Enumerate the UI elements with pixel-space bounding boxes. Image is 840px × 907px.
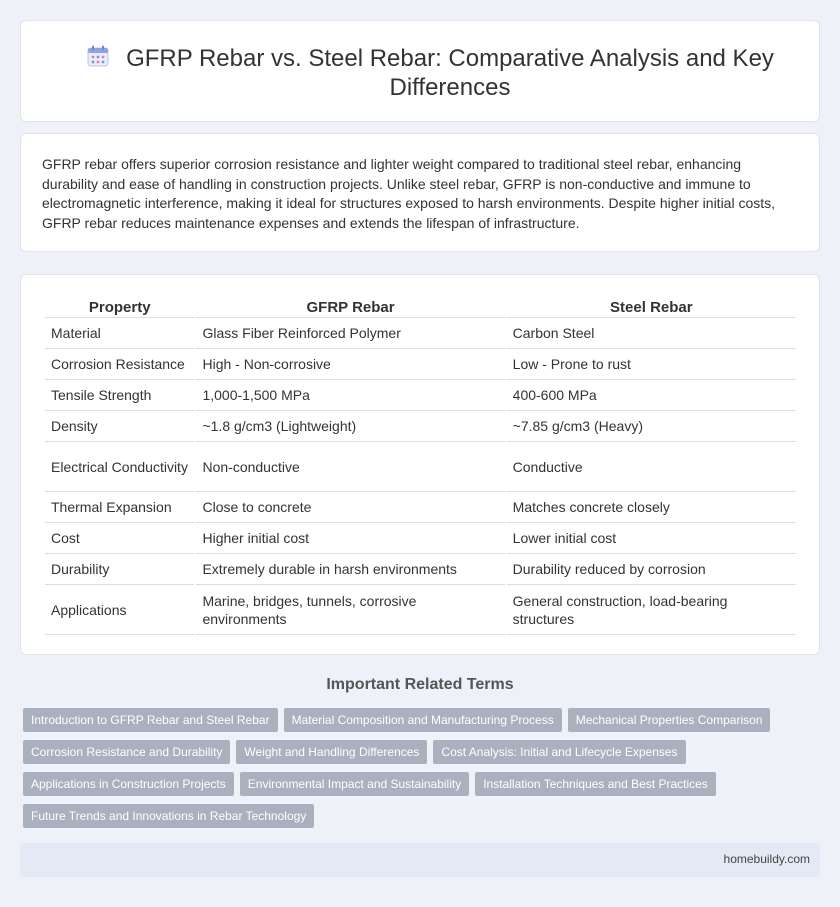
cell-steel: ~7.85 g/cm3 (Heavy) <box>507 411 796 442</box>
table-row <box>45 554 796 585</box>
related-term-tag[interactable]: Mechanical Properties Comparison <box>568 708 771 732</box>
title-card <box>20 20 820 122</box>
cell-property: Electrical Conductivity <box>45 442 194 492</box>
cell-gfrp: 1,000-1,500 MPa <box>196 380 504 411</box>
table-row <box>45 411 796 442</box>
cell-steel: Durability reduced by corrosion <box>507 554 796 585</box>
related-term-tag[interactable]: Cost Analysis: Initial and Lifecycle Expenses <box>433 740 685 764</box>
table-row <box>45 442 796 492</box>
intro-card <box>20 133 820 252</box>
cell-property: Density <box>45 411 194 442</box>
cell-gfrp: Higher initial cost <box>196 523 504 554</box>
cell-gfrp: Marine, bridges, tunnels, corrosive environments <box>196 585 504 635</box>
table-row <box>45 318 796 349</box>
column-header-gfrp: GFRP Rebar <box>196 294 504 318</box>
related-term-tag[interactable]: Environmental Impact and Sustainability <box>240 772 469 796</box>
cell-steel: Carbon Steel <box>507 318 796 349</box>
cell-gfrp: High - Non-corrosive <box>196 349 504 380</box>
footer <box>20 843 820 877</box>
related-term-tag[interactable]: Introduction to GFRP Rebar and Steel Rebar <box>23 708 278 732</box>
table-row <box>45 380 796 411</box>
table-row <box>45 349 796 380</box>
table-row <box>45 492 796 523</box>
table-row <box>45 523 796 554</box>
related-term-tag[interactable]: Weight and Handling Differences <box>236 740 427 764</box>
comparison-card <box>20 274 820 655</box>
cell-property: Durability <box>45 554 194 585</box>
column-header-steel: Steel Rebar <box>507 294 796 318</box>
cell-gfrp: Glass Fiber Reinforced Polymer <box>196 318 504 349</box>
related-term-tag[interactable]: Applications in Construction Projects <box>23 772 234 796</box>
table-header-row <box>45 294 796 318</box>
cell-steel: Lower initial cost <box>507 523 796 554</box>
page-title: GFRP Rebar vs. Steel Rebar: Comparative Analysis and Key Differences <box>126 45 774 101</box>
intro-paragraph: GFRP rebar offers superior corrosion resistance and lighter weight compared to traditional steel rebar, enhancing durability and ease of handling in construction projects. Unlike steel rebar, GFRP is non-conductive and immune to electromagnetic interference, making it ideal for structures exposed to harsh environments. Despite higher initial costs, GFRP rebar reduces maintenance expenses and extends the lifespan of infrastructure. <box>42 156 776 231</box>
cell-steel: 400-600 MPa <box>507 380 796 411</box>
related-term-tag[interactable]: Installation Techniques and Best Practices <box>475 772 716 796</box>
column-header-property: Property <box>45 294 194 318</box>
cell-property: Material <box>45 318 194 349</box>
footer-site-link[interactable]: homebuildy.com <box>723 852 810 866</box>
cell-steel: Matches concrete closely <box>507 492 796 523</box>
related-term-tag[interactable]: Material Composition and Manufacturing Process <box>284 708 562 732</box>
related-term-tag[interactable]: Future Trends and Innovations in Rebar Technology <box>23 804 314 828</box>
comparison-table <box>43 294 798 635</box>
cell-property: Tensile Strength <box>45 380 194 411</box>
cell-property: Thermal Expansion <box>45 492 194 523</box>
cell-steel: Conductive <box>507 442 796 492</box>
related-terms-heading: Important Related Terms <box>326 676 514 693</box>
related-terms-list <box>23 708 803 836</box>
cell-steel: General construction, load-bearing structures <box>507 585 796 635</box>
cell-property: Corrosion Resistance <box>45 349 194 380</box>
calendar-icon <box>87 45 109 67</box>
cell-gfrp: Extremely durable in harsh environments <box>196 554 504 585</box>
cell-steel: Low - Prone to rust <box>507 349 796 380</box>
table-row <box>45 585 796 635</box>
cell-property: Applications <box>45 585 194 635</box>
cell-property: Cost <box>45 523 194 554</box>
related-term-tag[interactable]: Corrosion Resistance and Durability <box>23 740 230 764</box>
cell-gfrp: ~1.8 g/cm3 (Lightweight) <box>196 411 504 442</box>
cell-gfrp: Close to concrete <box>196 492 504 523</box>
cell-gfrp: Non-conductive <box>196 442 504 492</box>
